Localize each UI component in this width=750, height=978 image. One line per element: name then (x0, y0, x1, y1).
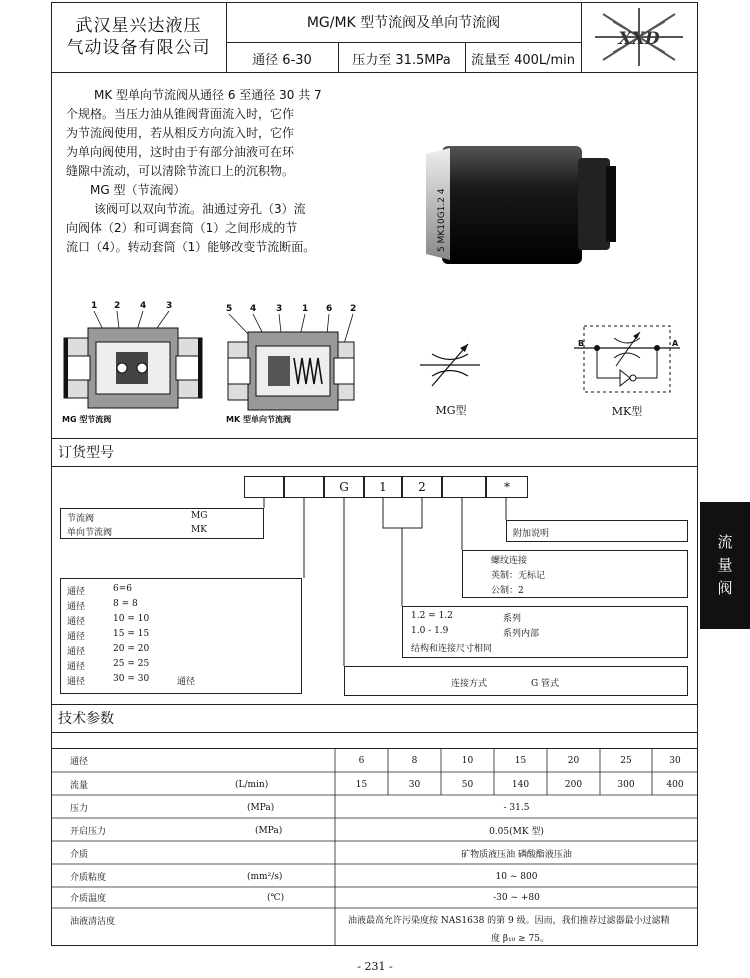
spec-diameter: 通径 6-30 (252, 52, 312, 68)
logo-text: XXD (618, 29, 660, 49)
thread-line: 螺纹连接 (491, 556, 528, 566)
param-name: 开启压力 (70, 827, 107, 837)
side-tab-char: 阀 (717, 579, 733, 597)
param-value: - 31.5 (503, 802, 530, 813)
diameter-label: 通径 (67, 632, 86, 642)
spec-flow: 流量至 400L/min (470, 52, 576, 68)
mk-drawing-caption: MK 型单向节流阀 (226, 415, 291, 424)
intro-line: MK 型单向节流阀从通径 6 至通径 30 共 7 (94, 88, 322, 102)
code-cell: * (486, 476, 528, 498)
param-name: 流量 (70, 781, 89, 791)
part-number: 1 (302, 304, 309, 314)
thread-line: 英制：无标记 (491, 571, 546, 581)
table-row (51, 842, 698, 865)
param-value: 300 (617, 779, 635, 790)
mg-drawing-caption: MG 型节流阀 (62, 415, 112, 424)
param-name: 介质粘度 (70, 873, 107, 883)
page-number: - 231 - (357, 960, 393, 973)
part-number: 3 (166, 301, 173, 311)
diameter-value: 8 = 8 (113, 599, 138, 609)
table-row (51, 749, 698, 772)
table-row (51, 908, 698, 946)
param-unit: (MPa) (255, 825, 283, 836)
side-tab-char: 流 (717, 533, 733, 551)
param-name: 油液清洁度 (70, 916, 116, 927)
param-value: 400 (666, 779, 684, 790)
param-value: 6 (358, 755, 365, 766)
param-unit: (mm²/s) (247, 871, 283, 882)
series-desc: 系列内部 (503, 629, 540, 639)
thread-line: 公制：2 (491, 586, 524, 596)
company-line-2: 气动设备有限公司 (66, 38, 211, 58)
part-number: 3 (276, 304, 283, 314)
series-value: 1.2 = 1.2 (411, 611, 453, 621)
param-value: 10 (461, 755, 474, 766)
series-value: 1.0 - 1.9 (411, 626, 449, 636)
param-value: 0.05(MK 型) (489, 827, 544, 837)
ordering-section-title: 订货型号 (58, 445, 114, 461)
table-row (51, 865, 698, 888)
type-name: 单向节流阀 (67, 528, 113, 538)
part-number: 1 (91, 301, 98, 311)
intro-line: 为单向阀使用，这时由于有部分油液可在环 (66, 145, 295, 159)
param-value: 200 (564, 779, 583, 790)
diameter-value: 30 = 30 (113, 674, 150, 684)
type-code: MG (191, 511, 208, 521)
side-tab-char: 量 (717, 556, 733, 574)
intro-line: 个规格。当压力油从锥阀背面流入时，它作 (66, 107, 295, 121)
mk-symbol-label: MK型 (611, 405, 643, 418)
param-value: 30 (408, 779, 421, 790)
extra-note: 附加说明 (513, 529, 550, 539)
param-name: 压力 (70, 804, 89, 814)
param-value: 30 (669, 755, 681, 766)
diameter-label: 通径 (67, 602, 86, 612)
company-line-1: 武汉星兴达液压 (75, 16, 202, 36)
diameter-value: 20 = 20 (113, 644, 150, 654)
param-value: 油液最高允许污染度按 NAS1638 的第 9 级。因而，我们推荐过滤器最小过滤精 (348, 915, 670, 926)
table-row (51, 796, 698, 819)
code-cell: G (324, 476, 364, 498)
series-desc: 系列 (503, 614, 522, 624)
param-name: 介质温度 (70, 894, 107, 904)
part-number: 5 (226, 304, 233, 314)
code-cell: 2 (402, 476, 442, 498)
intro-line: 为节流阀使用，若从相反方向流入时，它作 (66, 126, 295, 140)
param-unit: (MPa) (247, 802, 275, 813)
part-number: 6 (326, 304, 333, 314)
diameter-label: 通径 (67, 617, 86, 627)
part-number: 4 (140, 301, 147, 311)
param-value: 50 (461, 779, 474, 790)
part-number: 4 (250, 304, 257, 314)
diameter-label: 通径 (67, 587, 86, 597)
param-value: 8 (411, 755, 418, 766)
diameter-value: 25 = 25 (113, 659, 150, 669)
diameter-label: 通径 (67, 647, 86, 657)
spec-pressure: 压力至 31.5MPa (352, 52, 451, 68)
param-value: 20 (567, 755, 580, 766)
table-row (51, 819, 698, 842)
param-value: 15 (514, 755, 527, 766)
param-unit: (L/min) (235, 779, 269, 790)
connection-value: G 管式 (531, 679, 560, 689)
param-name: 通径 (70, 757, 89, 767)
table-row (51, 773, 698, 796)
document-title: MG/MK 型节流阀及单向节流阀 (306, 15, 501, 31)
port-a-label: A (672, 339, 679, 348)
param-value: -30 ~ +80 (493, 892, 540, 903)
category-side-tab (700, 502, 750, 629)
intro-line: 向阀体（2）和可调套筒（1）之间形成的节 (66, 221, 298, 235)
param-value: 140 (511, 779, 530, 790)
param-value: 矿物质液压油 磷酸酯液压油 (461, 850, 572, 860)
mg-symbol-label: MG型 (435, 404, 467, 417)
part-number: 2 (350, 304, 357, 314)
param-value: 15 (355, 779, 368, 790)
part-number: 2 (114, 301, 121, 311)
param-value: 度 β₁₀ ≥ 75。 (491, 933, 549, 944)
series-note: 结构和连接尺寸相同 (411, 644, 493, 654)
type-code: MK (191, 525, 207, 535)
diameter-label: 通径 (67, 677, 86, 687)
code-cell: 1 (364, 476, 402, 498)
intro-line: 该阀可以双向节流。油通过旁孔（3）流 (94, 202, 306, 216)
intro-line: 流口（4）。转动套筒（1）能够改变节流断面。 (66, 240, 316, 254)
intro-line: 缝隙中流动，可以清除节流口上的沉积物。 (66, 164, 295, 178)
param-unit: (℃) (267, 892, 285, 903)
diameter-value: 6=6 (113, 584, 132, 594)
param-value: 10 ~ 800 (495, 871, 538, 882)
photo-marking: 5 MK10G1.2 4 (437, 188, 447, 252)
intro-subtitle: MG 型（节流阀） (90, 183, 186, 197)
diameter-extra: 通径 (177, 677, 196, 687)
param-name: 介质 (70, 850, 89, 860)
diameter-value: 10 = 10 (113, 614, 150, 624)
port-b-label: B (578, 339, 585, 348)
table-row (51, 887, 698, 908)
tech-section-title: 技术参数 (58, 711, 114, 727)
param-value: 25 (620, 755, 632, 766)
diameter-label: 通径 (67, 662, 86, 672)
connection-label: 连接方式 (451, 679, 488, 689)
type-name: 节流阀 (67, 514, 95, 524)
diameter-value: 15 = 15 (113, 629, 150, 639)
